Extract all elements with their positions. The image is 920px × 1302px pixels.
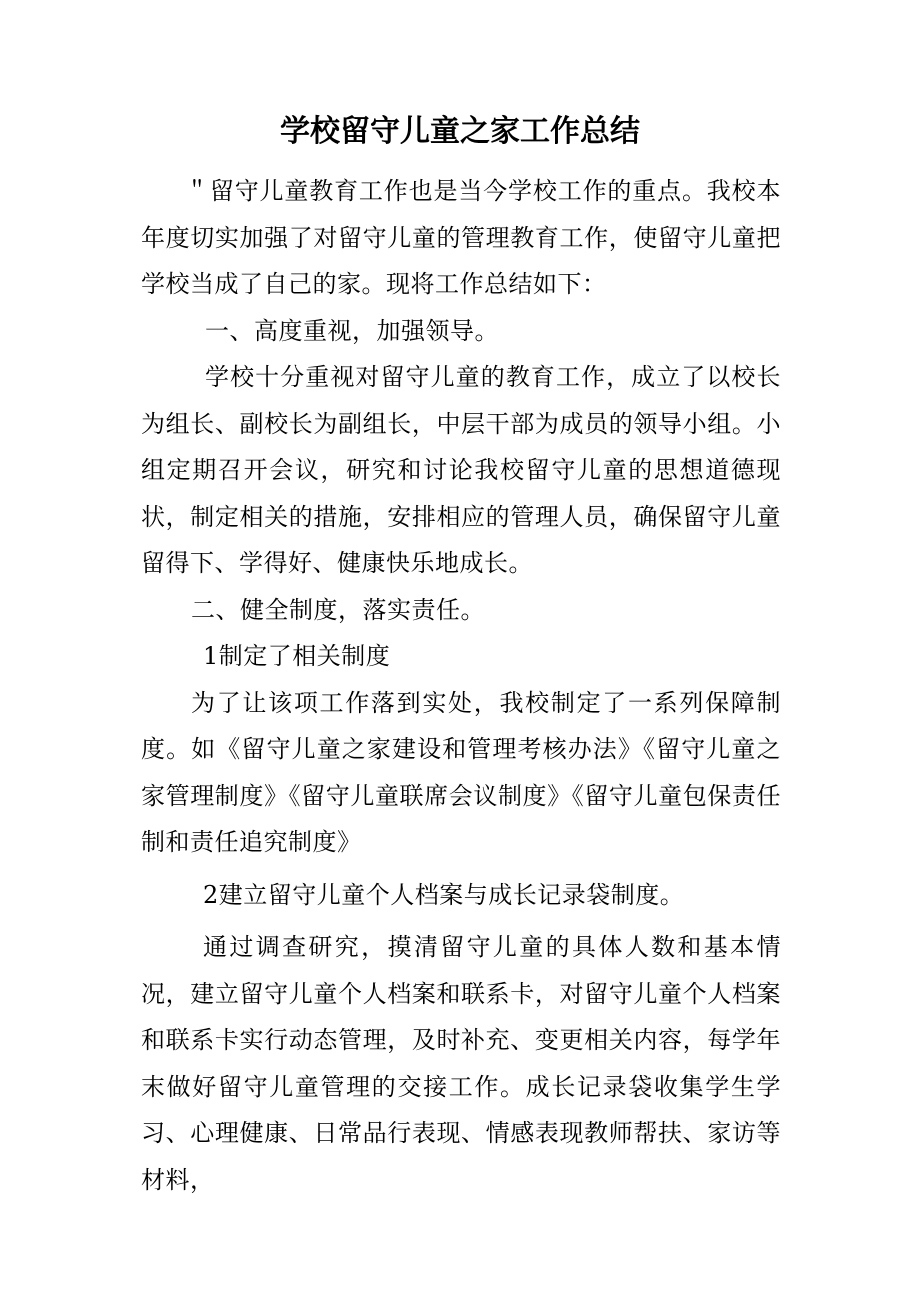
- subsection-heading-1: 1制定了相关制度: [203, 642, 391, 670]
- section-heading-1: 一、高度重视，加强领导。: [205, 316, 499, 345]
- subsection-1-paragraph: 为了让该项工作落到实处，我校制定了一系列保障制度。如《留守儿童之家建设和管理考核办法》《留守儿童之家管理制度》《留守儿童联席会议制度》《留守儿童包保责任制和责任追究制度》: [141, 688, 781, 856]
- section-1-paragraph: 学校十分重视对留守儿童的教育工作，成立了以校长为组长、副校长为副组长，中层干部为成员的领导小组。小组定期召开会议，研究和讨论我校留守儿童的思想道德现状，制定相关的措施，安排相应的管理人员，确保留守儿童留得下、学得好、健康快乐地成长。: [141, 363, 781, 577]
- document-title: 学校留守儿童之家工作总结: [280, 114, 640, 149]
- subsection-heading-2: 2建立留守儿童个人档案与成长记录袋制度。: [203, 880, 685, 909]
- intro-paragraph: ＂留守儿童教育工作也是当今学校工作的重点。我校本年度切实加强了对留守儿童的管理教育工作，使留守儿童把学校当成了自己的家。现将工作总结如下：: [141, 177, 781, 298]
- document-body: [141, 168, 781, 1203]
- section-heading-2: 二、健全制度，落实责任。: [191, 595, 485, 624]
- subsection-2-paragraph: 通过调查研究，摸清留守儿童的具体人数和基本情况，建立留守儿童个人档案和联系卡，对留守儿童个人档案和联系卡实行动态管理，及时补充、变更相关内容，每学年末做好留守儿童管理的交接工作。成长记录袋收集学生学习、心理健康、日常品行表现、情感表现教师帮扶、家访等材料，: [141, 933, 781, 1194]
